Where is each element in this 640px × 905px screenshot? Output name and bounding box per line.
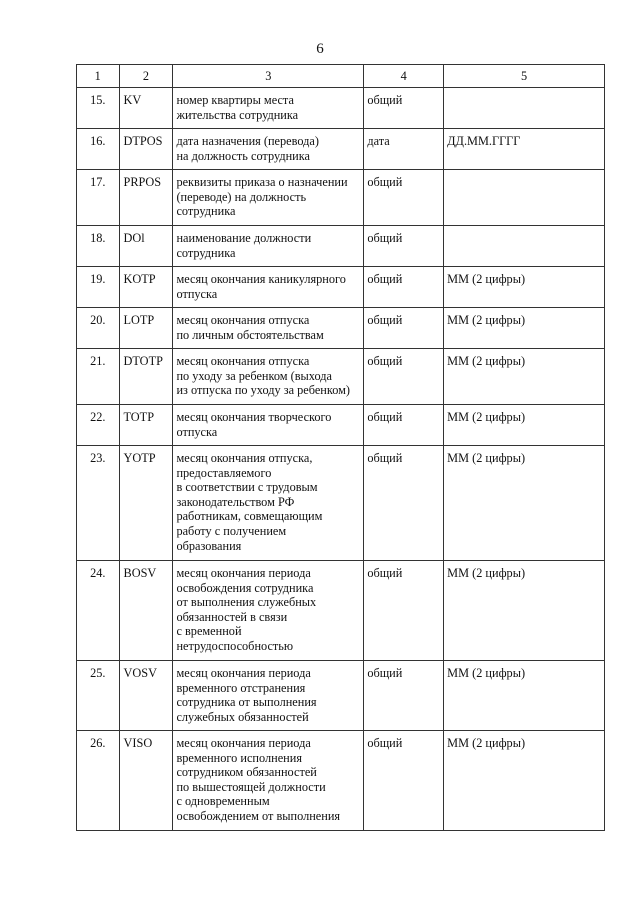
description-line: (переводе) на должность bbox=[176, 189, 307, 204]
column-header: 5 bbox=[444, 65, 605, 88]
field-type: общий bbox=[364, 226, 444, 267]
field-description bbox=[173, 226, 364, 267]
field-type: общий bbox=[364, 308, 444, 349]
field-type: общий bbox=[364, 561, 444, 661]
table-row bbox=[77, 349, 605, 405]
description-line: отпуска bbox=[176, 424, 218, 439]
description-line: работу с получением bbox=[176, 523, 287, 538]
description-line: сотрудника bbox=[176, 245, 236, 260]
table-row bbox=[77, 661, 605, 731]
field-type: дата bbox=[364, 129, 444, 170]
field-description bbox=[173, 661, 364, 731]
field-code: PRPOS bbox=[119, 170, 173, 226]
description-line: по вышестоящей должности bbox=[176, 779, 326, 794]
field-type: общий bbox=[364, 405, 444, 446]
description-line: наименование должности bbox=[176, 231, 312, 245]
field-format: ММ (2 цифры) bbox=[444, 349, 605, 405]
field-description bbox=[173, 129, 364, 170]
field-code: LOTP bbox=[119, 308, 173, 349]
field-description bbox=[173, 349, 364, 405]
row-number: 21. bbox=[77, 349, 120, 405]
description-line: предоставляемого bbox=[176, 465, 272, 480]
field-description bbox=[173, 405, 364, 446]
description-line: в соответствии с трудовым bbox=[176, 480, 318, 495]
table-row bbox=[77, 226, 605, 267]
field-type: общий bbox=[364, 446, 444, 561]
field-type: общий bbox=[364, 661, 444, 731]
description-line: месяц окончания отпуска bbox=[176, 313, 310, 327]
field-code: KOTP bbox=[119, 267, 173, 308]
description-line: реквизиты приказа о назначении bbox=[176, 175, 348, 189]
description-line: месяц окончания периода bbox=[176, 736, 311, 750]
table-header-row bbox=[77, 65, 605, 88]
row-number: 22. bbox=[77, 405, 120, 446]
description-line: образования bbox=[176, 538, 242, 553]
description-line: месяц окончания каникулярного bbox=[176, 272, 346, 286]
table-row bbox=[77, 561, 605, 661]
field-description bbox=[173, 88, 364, 129]
description-line: дата назначения (перевода) bbox=[176, 134, 319, 148]
field-format bbox=[444, 88, 605, 129]
description-line: из отпуска по уходу за ребенком) bbox=[176, 383, 351, 398]
field-type: общий bbox=[364, 349, 444, 405]
field-format bbox=[444, 170, 605, 226]
table-row bbox=[77, 405, 605, 446]
field-code: DTPOS bbox=[119, 129, 173, 170]
field-format: ДД.ММ.ГГГГ bbox=[444, 129, 605, 170]
description-line: месяц окончания периода bbox=[176, 666, 311, 680]
field-description bbox=[173, 561, 364, 661]
row-number: 18. bbox=[77, 226, 120, 267]
field-description bbox=[173, 308, 364, 349]
row-number: 16. bbox=[77, 129, 120, 170]
description-line: временного исполнения bbox=[176, 750, 302, 765]
table-row bbox=[77, 731, 605, 831]
column-header: 1 bbox=[77, 65, 120, 88]
field-description bbox=[173, 267, 364, 308]
description-line: сотрудника от выполнения bbox=[176, 695, 317, 710]
row-number: 20. bbox=[77, 308, 120, 349]
table-row bbox=[77, 267, 605, 308]
description-line: месяц окончания отпуска, bbox=[176, 451, 313, 465]
description-line: номер квартиры места bbox=[176, 93, 294, 107]
table-row bbox=[77, 88, 605, 129]
field-description bbox=[173, 170, 364, 226]
row-number: 25. bbox=[77, 661, 120, 731]
field-type: общий bbox=[364, 170, 444, 226]
description-line: от выполнения служебных bbox=[176, 595, 317, 610]
field-type: общий bbox=[364, 88, 444, 129]
row-number: 26. bbox=[77, 731, 120, 831]
field-code: BOSV bbox=[119, 561, 173, 661]
description-line: с одновременным bbox=[176, 794, 270, 809]
field-code: TOTP bbox=[119, 405, 173, 446]
description-line: освобождением от выполнения bbox=[176, 808, 341, 823]
field-code: YOTP bbox=[119, 446, 173, 561]
table-row bbox=[77, 308, 605, 349]
field-format: ММ (2 цифры) bbox=[444, 308, 605, 349]
column-header: 3 bbox=[173, 65, 364, 88]
column-header: 2 bbox=[119, 65, 173, 88]
description-line: месяц окончания периода bbox=[176, 566, 311, 580]
description-line: временного отстранения bbox=[176, 680, 306, 695]
field-format: ММ (2 цифры) bbox=[444, 661, 605, 731]
field-type: общий bbox=[364, 731, 444, 831]
field-code: DTOTP bbox=[119, 349, 173, 405]
field-format: ММ (2 цифры) bbox=[444, 267, 605, 308]
row-number: 15. bbox=[77, 88, 120, 129]
description-line: жительства сотрудника bbox=[176, 107, 299, 122]
description-line: работникам, совмещающим bbox=[176, 509, 323, 524]
fields-table bbox=[76, 64, 605, 831]
description-line: месяц окончания отпуска bbox=[176, 354, 310, 368]
description-line: освобождения сотрудника bbox=[176, 580, 314, 595]
description-line: сотрудника bbox=[176, 204, 236, 219]
field-format: ММ (2 цифры) bbox=[444, 405, 605, 446]
field-code: VOSV bbox=[119, 661, 173, 731]
description-line: служебных обязанностей bbox=[176, 709, 309, 724]
description-line: нетрудоспособностью bbox=[176, 638, 294, 653]
row-number: 17. bbox=[77, 170, 120, 226]
field-format: ММ (2 цифры) bbox=[444, 561, 605, 661]
row-number: 24. bbox=[77, 561, 120, 661]
description-line: обязанностей в связи bbox=[176, 609, 288, 624]
row-number: 23. bbox=[77, 446, 120, 561]
field-format: ММ (2 цифры) bbox=[444, 731, 605, 831]
field-code: VISO bbox=[119, 731, 173, 831]
field-format: ММ (2 цифры) bbox=[444, 446, 605, 561]
field-description bbox=[173, 731, 364, 831]
field-type: общий bbox=[364, 267, 444, 308]
table-row bbox=[77, 129, 605, 170]
column-header: 4 bbox=[364, 65, 444, 88]
table-body bbox=[77, 88, 605, 831]
description-line: на должность сотрудника bbox=[176, 148, 310, 163]
table-row bbox=[77, 446, 605, 561]
page-number: 6 bbox=[316, 41, 324, 57]
description-line: по личным обстоятельствам bbox=[176, 327, 324, 342]
field-code: KV bbox=[119, 88, 173, 129]
description-line: по уходу за ребенком (выхода bbox=[176, 368, 332, 383]
description-line: отпуска bbox=[176, 286, 218, 301]
field-format bbox=[444, 226, 605, 267]
description-line: законодательством РФ bbox=[176, 494, 295, 509]
field-description bbox=[173, 446, 364, 561]
description-line: сотрудником обязанностей bbox=[176, 765, 317, 780]
field-code: DOl bbox=[119, 226, 173, 267]
table-row bbox=[77, 170, 605, 226]
description-line: месяц окончания творческого bbox=[176, 410, 332, 424]
description-line: с временной bbox=[176, 624, 242, 639]
row-number: 19. bbox=[77, 267, 120, 308]
